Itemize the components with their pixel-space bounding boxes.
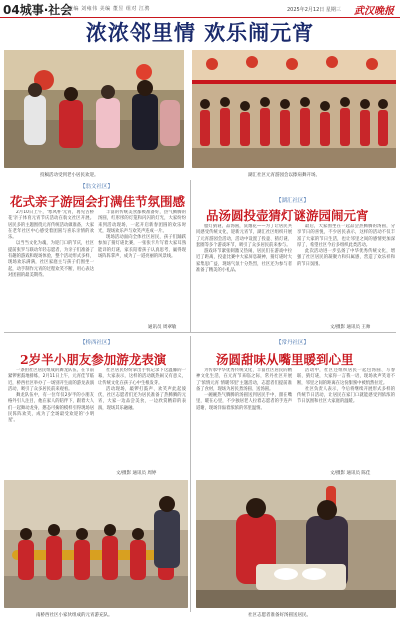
- section-number: 04城事·社会: [3, 3, 73, 17]
- article-3-col-1: [8, 368, 94, 468]
- article-1-col-1-para-1: 2月10日上午，'寒风杯'元宵，再见古桥花'亲子体育元宵节庆活动在翁文社区开展。居民多的主题围绕元宵传统活动做准备，大家在老年社区中心感受着团圆与喜乐亲情的欢乐。: [8, 210, 94, 241]
- photo-kids-procession: [4, 480, 188, 608]
- article-2-col-1-para-1: 腊灯猜谜，品汤圆，赏烟花——为了让居民共同感受传统文化，迎新元宵节，湖汇社区组织开展了元宵游园会活动，活动中设置了投壶、猜灯谜、套圈等多个游戏环节，吸引了众多居民前来参与。: [196, 224, 292, 248]
- article-4-col-1: [196, 368, 292, 472]
- article-4-col-2-para-1: 活动中，社区还组织居民一起包汤圆、写春联、猜灯谜，大家你一言我一语，现场欢声笑语不断，邻里之间的距离在这份甜蜜中被悄然拉近。: [297, 368, 395, 386]
- page-header: [0, 0, 400, 18]
- article-4-col-1-para-2: 一碗碗热气腾腾的汤圆送到居民手中，甜在嘴里，暖在心里，不少独居老人拉着志愿者的手连声道谢，现场洋溢着浓浓的邻里温情。: [196, 393, 292, 411]
- caption-top-right: 湖汇社区元宵游园会以擦肩舞开场。: [248, 173, 320, 178]
- section-tags: 责编 刘雍伟 美编 董昱 组对 江骋: [68, 6, 150, 12]
- article-3-headline: 2岁半小朋友参加游龙表演: [20, 352, 167, 367]
- article-4-col-1-para-1: 为传承中华优秀传统文化，丰富社区居民的精神文化生活，在元宵节来临之际，常丹社区开展了'浓情元宵 情暖邻里'主题活动，志愿者们提前准备了食材，现场为居民煮汤圆、送汤圆。: [196, 368, 292, 392]
- article-2-col-2-para-2: 此次活动进一步弘扬了中华优秀传统文化，增强了社区居民的凝聚力和归属感，营造了欢乐祥和的节日氛围。: [297, 249, 395, 267]
- article-4-col-2: [297, 368, 395, 472]
- article-2-tag: 【湖汇社区】: [276, 198, 310, 204]
- article-4-signature: 文/摄影 通讯员 陈佳: [330, 471, 371, 476]
- newspaper-logo: 武汉晚报: [354, 6, 394, 17]
- header-rule: [0, 17, 400, 18]
- caption-bottom-right: 社区志愿者准备好汤圆送居民。: [248, 613, 311, 618]
- article-2-col-2-para-1: 最后，大家围坐在一起品尝热腾腾的汤圆，分享节日的喜悦，不少居民表示，这样的活动不仅丰富了大家的节日生活，也让邻里之间的感情更加深厚了，希望社区今后多组织此类活动。: [297, 224, 395, 248]
- article-1-tag: 【翁文社区】: [80, 184, 114, 190]
- caption-top-left: 投稿活动受到老小居民欢迎。: [40, 173, 99, 178]
- article-1-col-2-para-1: 丰富的传统美食都被准备好，热气腾腾的汤圆，红彤彤的灯笼和闪闪的灯光，大家纷纷来到活动现场，一起开启新春团圆的欢乐时光，现场欢乐声与欢笑声连成一片。: [98, 210, 186, 234]
- article-2-headline: 品汤圆投壶猜灯谜游园闹元宵: [206, 208, 369, 223]
- article-1-col-1-para-2: 以当当文化为魂，为迎门口的节庆，社区提前张罗与联动年轻志愿者，为亲子们准备了有趣的游戏和现场体验，整个活动形式多样，现场欢乐满满，社区家庭主与孩子们围坐一起，动手制作元宵的过程欢笑不断，用心表达对团圆的最美期待。: [8, 241, 94, 278]
- photo-children-lanterns: [4, 50, 184, 168]
- column-divider-bottom: [190, 336, 191, 612]
- photo-dragon-dance: [192, 50, 396, 168]
- article-3-col-1-para-2: 舞龙队伍中，有一位年仅2岁半的小朋友格外引人注目，他在家人的陪伴下，跟着大人们一起舞动龙身，憨态可掬的模样引得现场居民阵阵欢笑，成为了全场最受欢迎的'小明星'。: [8, 393, 94, 424]
- article-3-signature: 文/摄影 通讯员 周婷: [116, 471, 157, 476]
- article-3-col-1-para-1: 一条由社区居民组成的舞龙队伍，在节前紧锣密鼓地排练，2月11日上午，元宵佳节临近，桥西社区举办了一场别开生面的游龙表演活动，吸引了众多居民前来观看。: [8, 368, 94, 392]
- article-3-col-2-para-2: 活动现场，敲锣打鼓声、欢笑声此起彼伏，社区志愿者们还为居民准备了热腾腾的元宵，大家一边品尝美食，一边欣赏精彩的表演，现场其乐融融。: [98, 386, 186, 411]
- section-divider: [4, 332, 396, 333]
- article-4-headline: 汤圆甜味从嘴里暖到心里: [216, 352, 354, 367]
- article-3-tag: 【桥西社区】: [80, 340, 114, 346]
- issue-date: 2025年2月12日 星期三: [287, 7, 341, 13]
- article-1-col-2: [98, 210, 186, 322]
- article-2-col-2: [297, 224, 395, 324]
- article-2-col-1-para-2: 游戏环节紧张刺激又热闹，居民们在游戏中拉近了距离，投壶比赛中大家屏息凝神，猜灯谜时大家集思广益，现场气氛十分热烈，社区还为参与者准备了精美的小礼品。: [196, 249, 292, 274]
- caption-bottom-left: 南桥西社区小家伙组成的元宵游充队。: [36, 613, 113, 618]
- article-1-signature: 通讯员 周翠敏: [148, 325, 177, 330]
- article-1-col-1: [8, 210, 94, 322]
- article-1-col-2-para-2: 现场活动面向全体社区居民，孩子们踊跃参加了猜灯谜比赛，一张张卡片写着大家耳熟能详的灯谜，家长陪着孩子认真思考，赢得现场阵阵掌声，成为了一道亮丽的风景线。: [98, 235, 186, 260]
- article-2-col-1: [196, 224, 292, 324]
- column-divider-top: [190, 180, 191, 332]
- article-4-tag: 【常丹社区】: [276, 340, 310, 346]
- article-3-col-2-para-1: 社区居民纷纷拿出手机记录下这温馨的一幕，大家表示，这样的活动既热闹又有意义，让传统文化在孩子心中生根发芽。: [98, 368, 186, 386]
- article-1-headline: 花式亲子游园会打满佳节氛围感: [10, 194, 186, 209]
- article-4-col-2-para-2: 社区负责人表示，今后将继续开展形式多样的传统节日活动，让居民在家门口就能感受到浓浓的节日氛围和社区大家庭的温暖。: [297, 386, 395, 405]
- page-banner-title: 浓浓邻里情 欢乐闹元宵: [85, 20, 315, 45]
- article-3-col-2: [98, 368, 186, 468]
- photo-volunteers-tangyuan: [196, 480, 396, 608]
- article-2-signature: 文/摄影 通讯员 王帅: [330, 325, 371, 330]
